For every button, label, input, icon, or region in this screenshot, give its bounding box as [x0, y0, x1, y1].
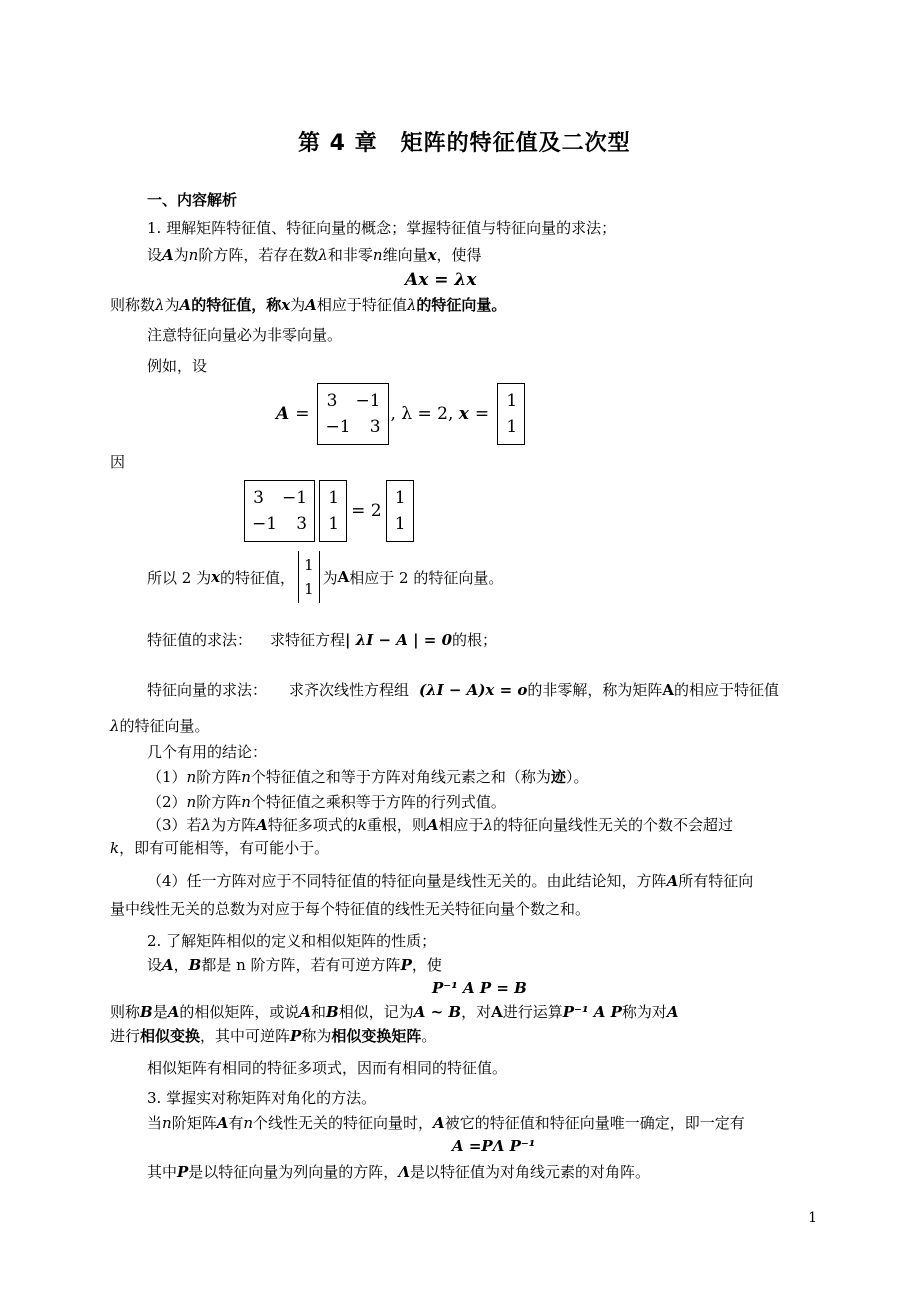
diagonalization-line: 当n阶矩阵A有n个线性无关的特征向量时，A被它的特征值和特征向量唯一确定，即一定有: [147, 1114, 745, 1132]
similar-definition-2: 则称B是A的相似矩阵，或说A和B相似，记为A ~ B，对A进行运算P⁻¹ A P称为对A: [110, 1003, 679, 1021]
because-line: 因: [110, 453, 126, 471]
diagonalization-equation: A =PΛ P⁻¹: [452, 1137, 536, 1155]
section-heading: 一、内容解析: [147, 191, 238, 209]
vector-x: 1 1: [497, 383, 525, 445]
eigenvector-method-cont: λ的特征向量。: [110, 717, 210, 735]
conclusions-heading: 几个有用的结论：: [147, 743, 268, 761]
example-line: 例如，设: [147, 357, 208, 375]
definition-line: 设A为n阶方阵，若存在数λ和非零n维向量x，使得: [147, 246, 482, 264]
conclusion-1: （1）n阶方阵n个特征值之和等于方阵对角线元素之和（称为迹）。: [147, 768, 589, 786]
diagonalization-explanation: 其中P是以特征向量为列向量的方阵，Λ是以特征值为对角线元素的对角阵。: [147, 1163, 650, 1181]
conclusion-3-cont: k，即有可能相等，有可能小于。: [110, 839, 330, 857]
eigenvalue-method: 特征值的求法： 求特征方程| λI − A | = 0的根；: [147, 631, 498, 649]
page-number: 1: [808, 1210, 817, 1226]
definition-conclusion: 则称数λ为A的特征值，称x为A相应于特征值λ的特征向量。: [110, 296, 507, 314]
point-1: 1. 理解矩阵特征值、特征向量的概念；掌握特征值与特征向量的求法；: [147, 219, 617, 237]
product-vector: 1 1: [319, 480, 347, 542]
point-3: 3. 掌握实对称矩阵对角化的方法。: [147, 1089, 377, 1107]
conclusion-4: （4）任一方阵对应于不同特征值的特征向量是线性无关的。由此结论知，方阵A所有特征向: [147, 872, 754, 890]
conclusion-3: （3）若λ为方阵A特征多项式的k重根，则A相应于λ的特征向量线性无关的个数不会超过: [147, 816, 734, 834]
matrix-a: 3 −1 −1 3: [317, 383, 388, 445]
example-matrix-equation: A = 3 −1 −1 3 , λ = 2, x = 1 1: [276, 383, 527, 445]
eigenvector-method: 特征向量的求法： 求齐次线性方程组 (λI − A)x = o的非零解，称为矩阵A的相应于特征值: [147, 681, 780, 699]
point-2: 2. 了解矩阵相似的定义和相似矩阵的性质；: [147, 932, 437, 950]
similar-equation: P⁻¹ A P = B: [432, 979, 527, 997]
conclusion-2: （2）n阶方阵n个特征值之乘积等于方阵的行列式值。: [147, 793, 506, 811]
eigenvector: 1 1: [298, 551, 320, 603]
similar-definition: 设A，B都是 n 阶方阵，若有可逆方阵P，使: [147, 956, 442, 974]
note-line: 注意特征向量必为非零向量。: [147, 326, 343, 344]
product-equation: 3 −1 −1 3 1 1 = 2 1 1: [242, 480, 416, 542]
eigen-equation: Ax = λx: [405, 270, 477, 290]
similar-definition-3: 进行相似变换，其中可逆阵P称为相似变换矩阵。: [110, 1027, 437, 1045]
product-matrix: 3 −1 −1 3: [244, 480, 315, 542]
result-vector: 1 1: [386, 480, 414, 542]
similar-property: 相似矩阵有相同的特征多项式，因而有相同的特征值。: [147, 1059, 508, 1077]
so-line: 所以 2 为 x 的特征值， 1 1 为 A 相应于 2 的特征向量。: [147, 551, 503, 603]
page-title: 第 4 章 矩阵的特征值及二次型: [298, 131, 631, 156]
conclusion-4-cont: 量中线性无关的总数为对应于每个特征值的线性无关特征向量个数之和。: [110, 900, 591, 918]
